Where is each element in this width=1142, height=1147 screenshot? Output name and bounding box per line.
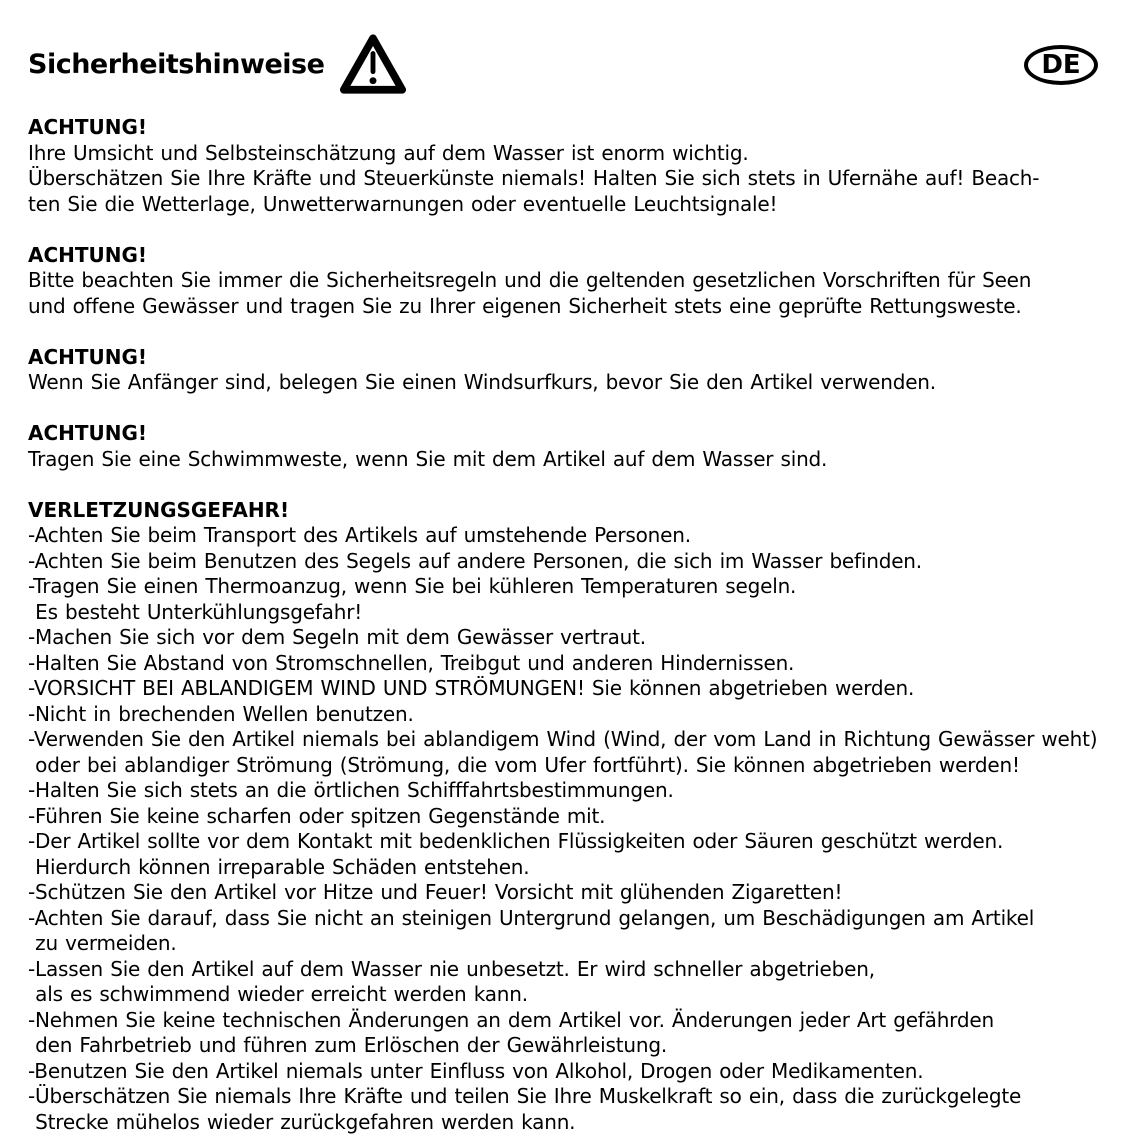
warning-section <box>28 243 1114 320</box>
text-line: Strecke mühelos wieder zurückgefahren werden kann. <box>28 1109 576 1134</box>
text-line: -Achten Sie beim Transport des Artikels auf umstehende Personen. <box>28 523 691 547</box>
text-line: -Tragen Sie einen Thermoanzug, wenn Sie bei kühleren Temperaturen segeln. <box>28 574 797 598</box>
section-lines <box>28 447 1114 473</box>
text-line: -Achten Sie beim Benutzen des Segels auf andere Personen, die sich im Wasser befinden. <box>28 548 922 573</box>
text-line: ten Sie die Wetterlage, Unwetterwarnungen oder eventuelle Leuchtsignale! <box>28 191 778 216</box>
text-line: -Nicht in brechenden Wellen benutzen. <box>28 701 414 726</box>
language-badge: DE <box>1024 45 1098 85</box>
text-line: -Halten Sie Abstand von Stromschnellen, Treibgut und anderen Hindernissen. <box>28 650 795 675</box>
text-line: -Der Artikel sollte vor dem Kontakt mit bedenklichen Flüssigkeiten oder Säuren geschützt werden. <box>28 829 1004 853</box>
text-line: den Fahrbetrieb und führen zum Erlöschen der Gewährleistung. <box>28 1033 667 1057</box>
warning-section <box>28 421 1114 472</box>
text-line: -Achten Sie darauf, dass Sie nicht an steinigen Untergrund gelangen, um Beschädigungen am Artikel <box>28 905 1035 930</box>
warning-section <box>28 345 1114 396</box>
warning-section <box>28 115 1114 217</box>
section-lines <box>28 141 1114 218</box>
section-heading: ACHTUNG! <box>28 242 148 267</box>
section-heading: ACHTUNG! <box>28 421 148 445</box>
text-line: Ihre Umsicht und Selbsteinschätzung auf dem Wasser ist enorm wichtig. <box>28 140 749 165</box>
section-heading: VERLETZUNGSGEFAHR! <box>28 497 290 522</box>
warning-triangle-icon <box>338 32 408 96</box>
text-line: -Benutzen Sie den Artikel niemals unter Einfluss von Alkohol, Drogen oder Medikamenten. <box>28 1058 924 1083</box>
section-lines <box>28 523 1114 1135</box>
text-line: und offene Gewässer und tragen Sie zu Ihrer eigenen Sicherheit stets eine geprüfte Rettungsweste. <box>28 293 1022 318</box>
text-line: -Schützen Sie den Artikel vor Hitze und Feuer! Vorsicht mit glühenden Zigaretten! <box>28 880 843 904</box>
text-line: oder bei ablandiger Strömung (Strömung, die vom Ufer fortführt). Sie können abgetrieben werden! <box>28 752 1020 777</box>
content <box>28 115 1114 1135</box>
text-line: Hierdurch können irreparable Schäden entstehen. <box>28 854 530 879</box>
text-line: Tragen Sie eine Schwimmweste, wenn Sie mit dem Artikel auf dem Wasser sind. <box>28 446 828 471</box>
section-lines <box>28 370 1114 396</box>
text-line: -Halten Sie sich stets an die örtlichen Schifffahrtsbestimmungen. <box>28 778 674 802</box>
text-line: -Überschätzen Sie niemals Ihre Kräfte und teilen Sie Ihre Muskelkraft so ein, dass die zurückgelegte <box>28 1084 1022 1108</box>
section-lines <box>28 268 1114 319</box>
text-line: -Machen Sie sich vor dem Segeln mit dem Gewässer vertraut. <box>28 625 646 649</box>
text-line: als es schwimmend wieder erreicht werden kann. <box>28 982 528 1006</box>
text-line: -Führen Sie keine scharfen oder spitzen Gegenstände mit. <box>28 803 606 828</box>
text-line: Wenn Sie Anfänger sind, belegen Sie einen Windsurfkurs, bevor Sie den Artikel verwenden. <box>28 370 936 394</box>
text-line: zu vermeiden. <box>28 931 177 955</box>
text-line: -Verwenden Sie den Artikel niemals bei ablandigem Wind (Wind, der vom Land in Richtung Gewässer weht) <box>28 727 1098 751</box>
warning-section <box>28 498 1114 1136</box>
page-title: Sicherheitshinweise <box>28 48 325 80</box>
section-heading: ACHTUNG! <box>28 344 148 369</box>
text-line: -VORSICHT BEI ABLANDIGEM WIND UND STRÖMUNGEN! Sie können abgetrieben werden. <box>28 676 915 700</box>
text-line: -Nehmen Sie keine technischen Änderungen an dem Artikel vor. Änderungen jeder Art gefährden <box>28 1007 994 1032</box>
text-line: Es besteht Unterkühlungsgefahr! <box>28 599 363 624</box>
text-line: -Lassen Sie den Artikel auf dem Wasser nie unbesetzt. Er wird schneller abgetrieben, <box>28 956 875 981</box>
text-line: Bitte beachten Sie immer die Sicherheitsregeln und die geltenden gesetzlichen Vorschriften für Seen <box>28 268 1032 292</box>
section-heading: ACHTUNG! <box>28 115 148 139</box>
text-line: Überschätzen Sie Ihre Kräfte und Steuerkünste niemals! Halten Sie sich stets in Ufernähe auf! Beach- <box>28 166 1040 190</box>
page-header <box>28 30 1114 98</box>
